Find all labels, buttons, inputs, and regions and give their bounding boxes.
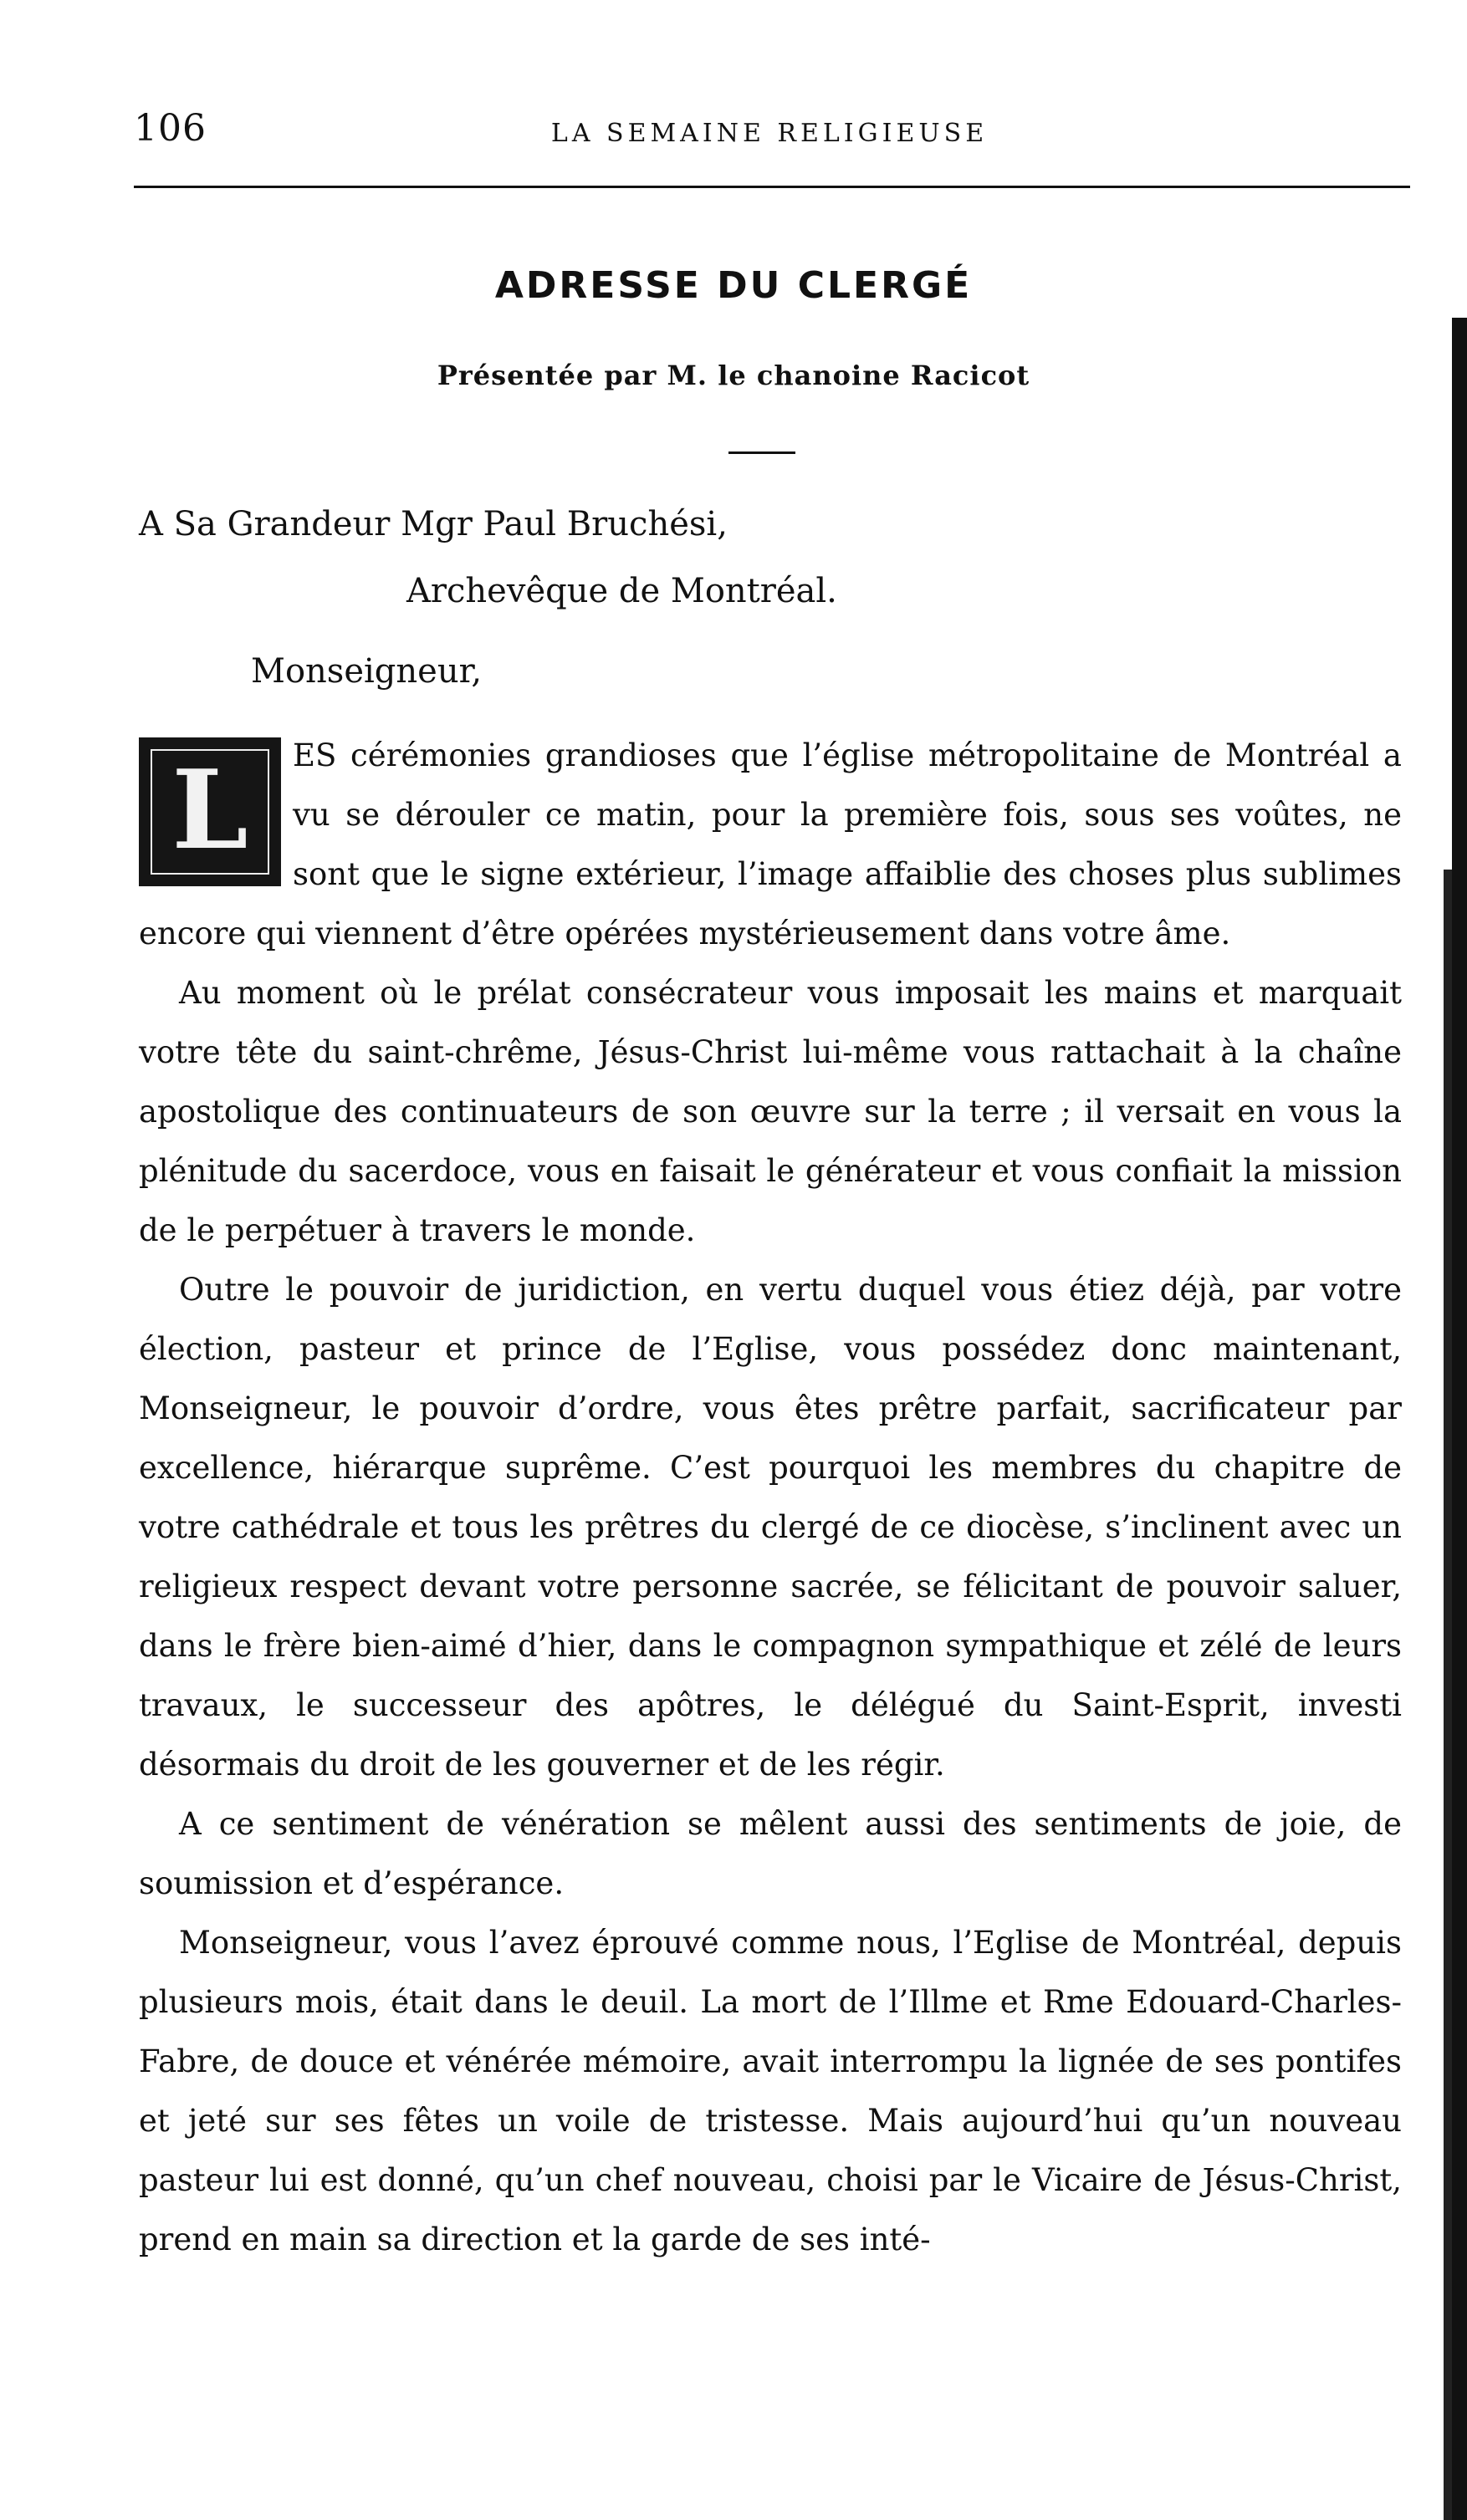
header-rule — [134, 186, 1410, 188]
body-text — [139, 726, 1402, 2269]
paragraph-4: A ce sentiment de vénération se mêlent aussi des sentiments de joie, de soumission et d’espérance. — [139, 1806, 1402, 1901]
paragraph-2: Au moment où le prélat consécrateur vous imposait les mains et marquait votre tête du saint-chrême, Jésus-Christ lui-même vous rattachait à la chaîne apostolique des continuateurs de son œuvre sur la terre ; il versait en vous la plénitude du sacerdoce, vous en faisait le générateur et vous confiait la mission de le perpétuer à travers le monde. — [139, 975, 1402, 1248]
article-title: ADRESSE DU CLERGÉ — [494, 264, 973, 307]
scan-edge-shadow — [1452, 318, 1467, 2520]
paragraph-3: Outre le pouvoir de juridiction, en vertu duquel vous étiez déjà, par votre élection, pasteur et prince de l’Eglise, vous possédez donc maintenant, Monseigneur, le pouvoir d’ordre, vous êtes prêtre parfait, sacrificateur par excellence, hiérarque suprême. C’est pourquoi les membres du chapitre de votre cathédrale et tous les prêtres du clergé de ce diocèse, s’inclinent avec un religieux respect devant votre personne sacrée, se félicitant de pouvoir saluer, dans le frère bien-aimé d’hier, dans le compagnon sympathique et zélé de leurs travaux, le successeur des apôtres, le délégué du Saint-Esprit, investi désormais du droit de les gouverner et de les régir. — [139, 1272, 1402, 1783]
title-divider — [728, 451, 795, 454]
salutation: Monseigneur, — [251, 652, 483, 691]
running-title: LA SEMAINE RELIGIEUSE — [550, 119, 989, 148]
article-subtitle: Présentée par M. le chanoine Racicot — [437, 360, 1030, 391]
page-header — [134, 107, 1405, 167]
dropcap-letter: L — [171, 746, 248, 874]
paragraph-5: Monseigneur, vous l’avez éprouvé comme nous, l’Eglise de Montréal, depuis plusieurs mois, était dans le deuil. La mort de l’Illme et Rme Edouard-Charles-Fabre, de douce et vénérée mémoire, avait interrompu la lignée de ses pontifes et jeté sur ses fêtes un voile de tristesse. Mais aujourd’hui qu’un nouveau pasteur lui est donné, qu’un chef nouveau, choisi par le Vicaire de Jésus-Christ, prend en main sa direction et la garde de ses inté- — [139, 1925, 1402, 2257]
dropcap-ornament — [139, 737, 281, 886]
paragraph-1 — [139, 726, 1402, 963]
addressee: A Sa Grandeur Mgr Paul Bruchési, — [139, 505, 728, 543]
paragraph-1-text: ES cérémonies grandioses que l’église métropolitaine de Montréal a vu se dérouler ce matin, pour la première fois, sous ses voûtes, ne sont que le signe extérieur, l’image affaiblie des choses plus sublimes encore qui viennent d’être opérées mystérieusement dans votre âme. — [139, 737, 1402, 951]
page-number: 106 — [134, 107, 207, 150]
scan-edge-shadow-inner — [1444, 870, 1452, 2520]
addressee-title: Archevêque de Montréal. — [406, 572, 837, 610]
